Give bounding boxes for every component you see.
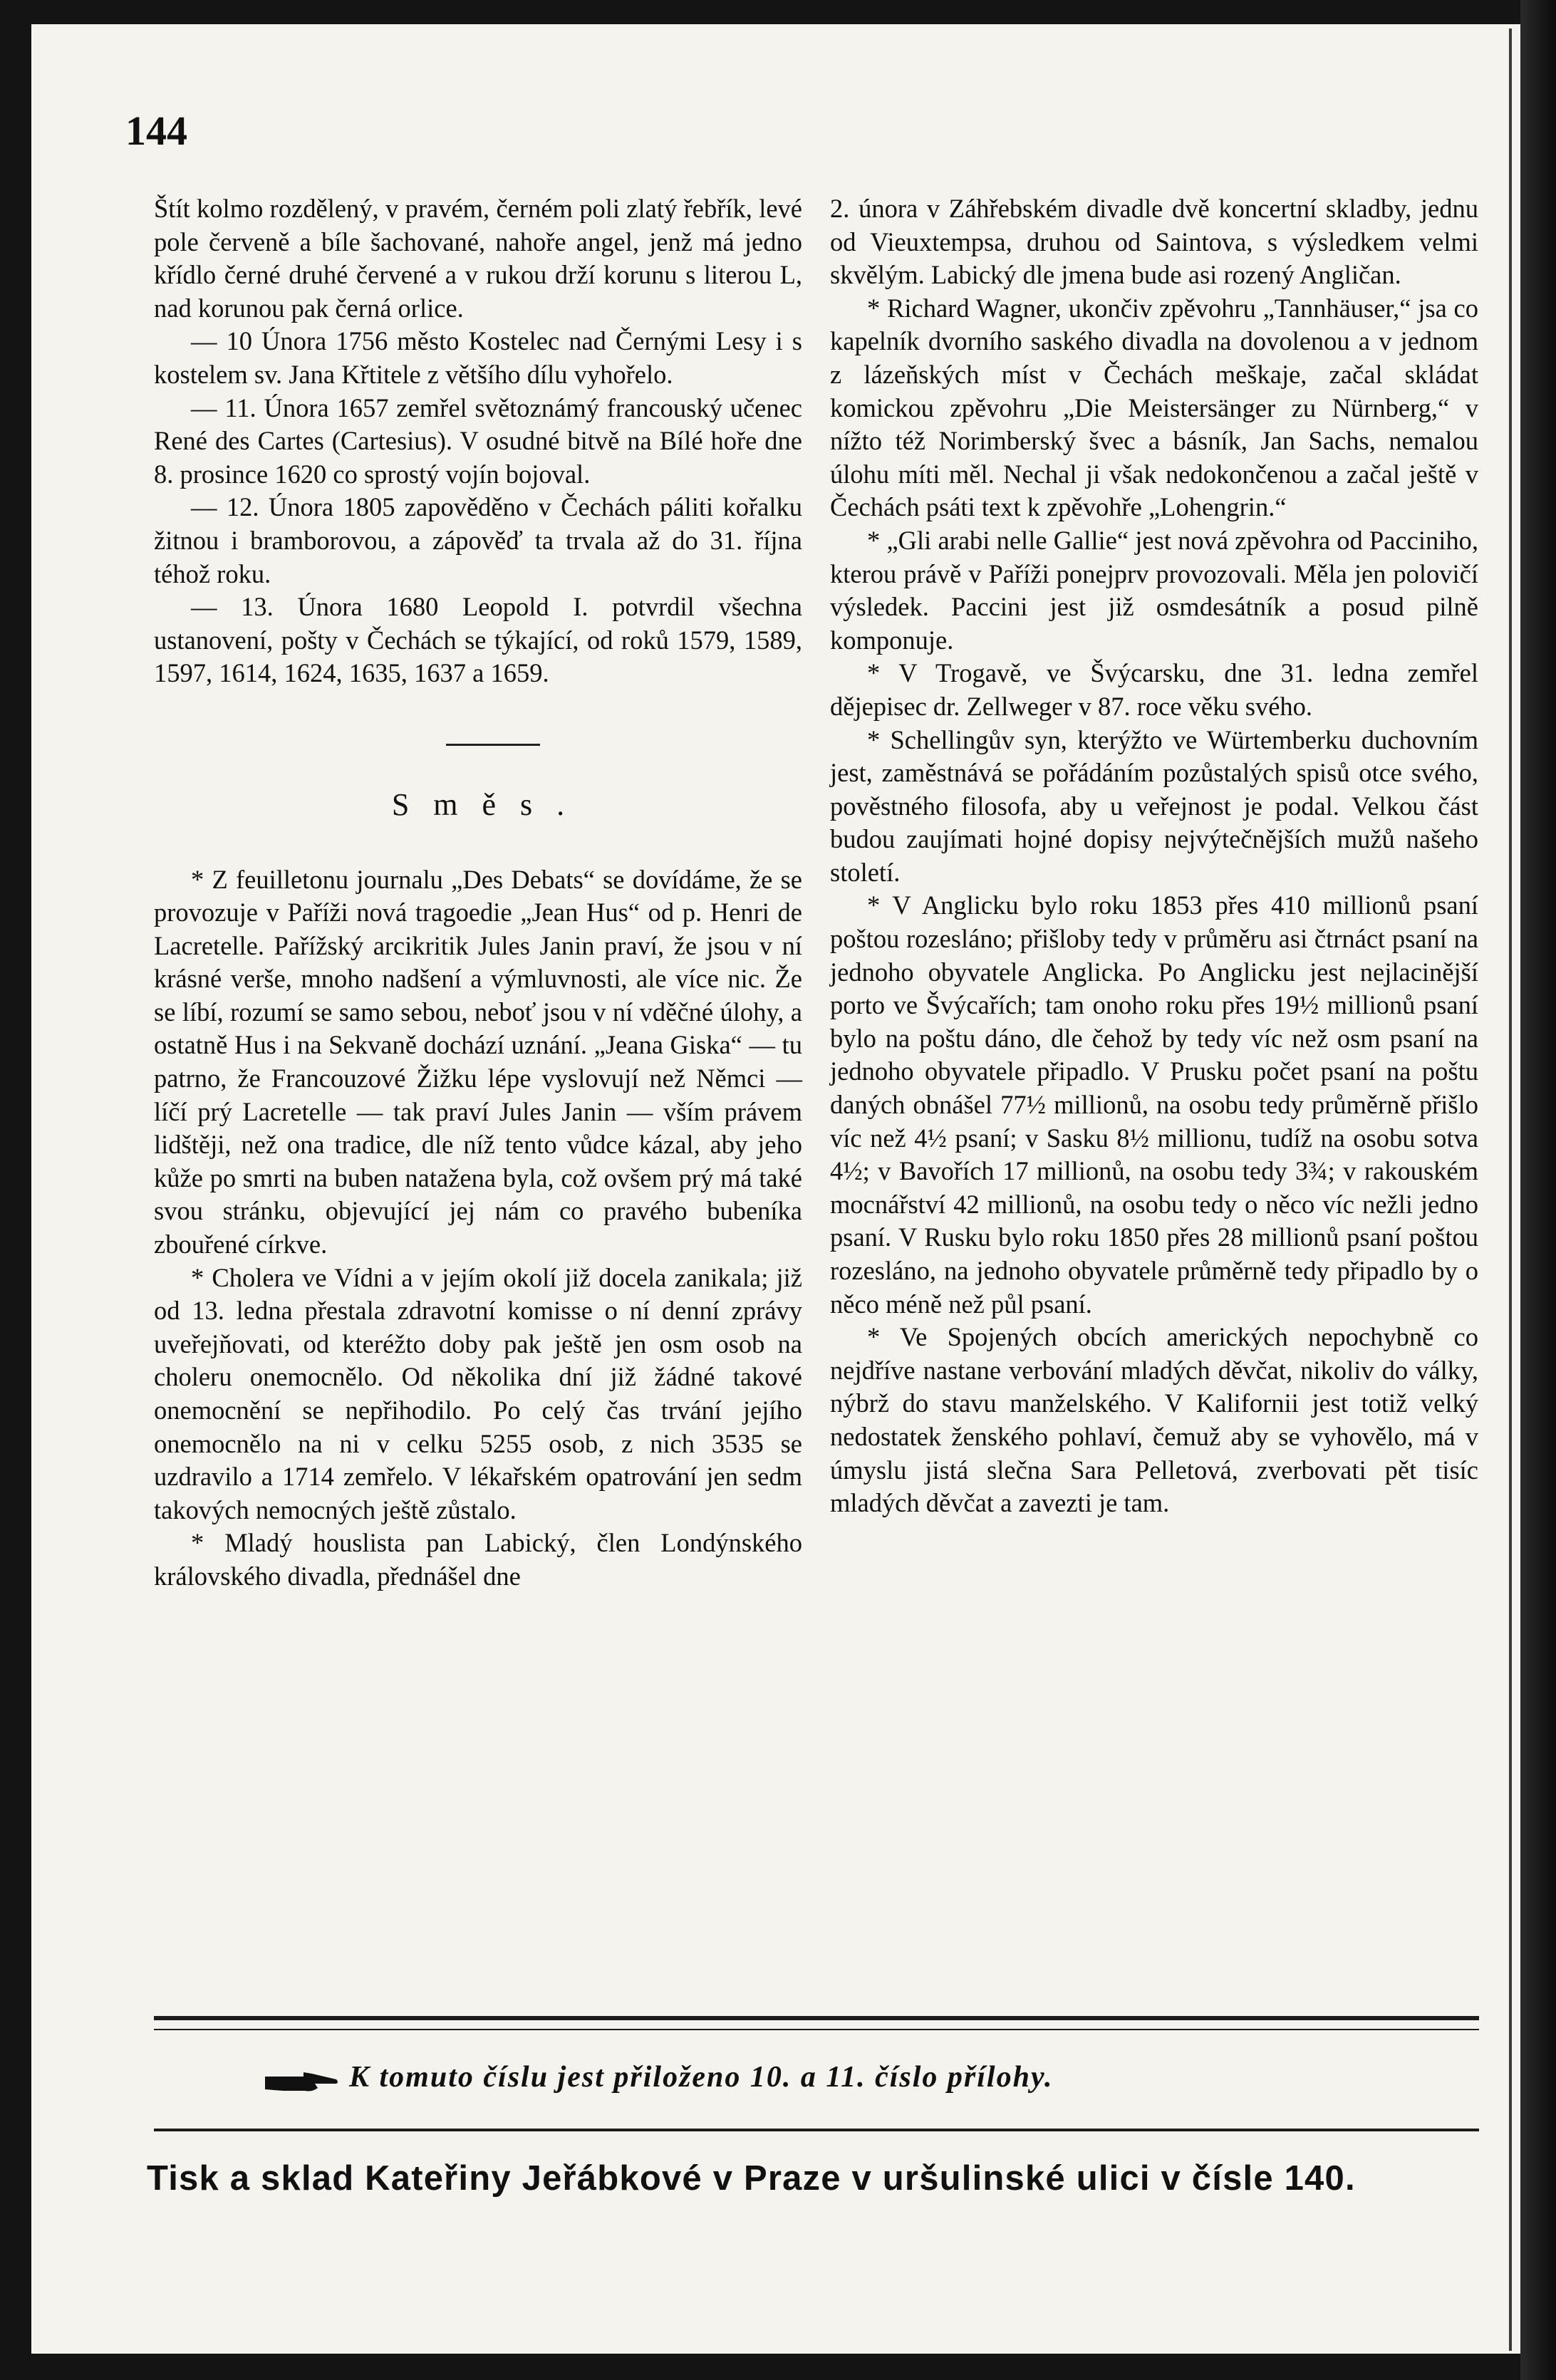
- calendar-entry-11: — 11. Února 1657 zemřel světoznámý francouský učenec René des Cartes (Cartesius). V osudné bitvě na Bílé hoře dne 8. prosince 1620 co sprostý vojín bojoval.: [154, 393, 802, 489]
- news-item-debats: * Z feuilletonu journalu „Des Debats“ se dovídáme, že se provozuje v Paříži nová tragoedie „Jean Hus“ od p. Henri de Lacretelle. Pařížský arcikritik Jules Janin praví, že jsou v ní krásné verše, mnoho nadšení a výmluvnosti, ale více nic. Že se líbí, rozumí se samo sebou, neboť jsou v ní vděčné úlohy, a ostatně Hus i na Sekvaně dochází uznání. „Jeana Giska“ — tu patrno, že Francouzové Žižku lépe vyslovují než Němci — líčí prý Lacretelle — tak praví Jules Janin — vším právem lidštěji, než ona tradice, dle níž tento vůdce kázal, aby jeho kůže po smrti na buben natažena byla, což ovšem prý má také svou stránku, objevující jej nám co pravého bubeníka zbouřené církve.: [154, 864, 802, 1259]
- calendar-entry-10: — 10 Února 1756 město Kostelec nad Černými Lesy i s kostelem sv. Jana Křtitele z většího dílu vyhořelo.: [154, 326, 802, 389]
- scan-border: [1520, 0, 1556, 2380]
- news-item-paccini: * „Gli arabi nelle Gallie“ jest nová zpěvohra od Pacciniho, kterou právě v Paříži ponejprv provozovali. Měla jen polovičí výsledek. Paccini jest již osmdesátník a posud pilně komponuje.: [830, 525, 1478, 655]
- section-heading: Směs.: [391, 786, 589, 822]
- news-item-labicky: * Mladý houslista pan Labický, člen Londýnského královského divadla, přednášel dne: [154, 1528, 802, 1591]
- news-item-cholera: * Cholera ve Vídni a v jejím okolí již docela zanikala; již od 13. ledna přestala zdravotní komisse o ní denní zprávy uveřejňovati, od kteréžto doby pak ještě jen osm osob na choleru onemocnělo. Od několika dní již žádné takové onemocnění se nepřihodilo. Po celý čas trvání jejího onemocnělo na ni v celku 5255 osob, z nich 3535 se uzdravilo a 1714 zemřelo. V lékařském opatrování jen sedm takových nemocných ještě zůstalo.: [154, 1262, 802, 1524]
- news-item-wagner: * Richard Wagner, ukončiv zpěvohru „Tannhäuser,“ jsa co kapelník dvorního saského divadla na dovolenou a v jednom z lázeňských míst v Čechách meškaje, začal skládat komickou zpěvohru „Die Meistersänger zu Nürnberg,“ v nížto též Norimberský švec a básník, Jan Sachs, nemalou úlohu míti měl. Nechal ji však nedokončenou a začal ještě v Čechách psáti text k zpěvohře „Lohengrin.“: [830, 293, 1478, 522]
- news-item-postal-statistics: * V Anglicku bylo roku 1853 přes 410 millionů psaní poštou rozesláno; přišloby tedy v průměru asi čtrnáct psaní na jednoho obyvatele Anglicka. Po Anglicku jest nejlacinější porto ve Švýcařích; tam onoho roku přes 19½ millionů psaní bylo na poštu dáno, dle čehož by tedy víc než osm psaní na jednoho obyvatele připadlo. V Prusku počet psaní na poštu daných obnášel 77½ millionů, na osobu tedy průměrně přišlo víc než 4½ psaní; v Sasku 8½ millionu, tudíž na osobu sotva 4½; v Bavořích 17 millionů, na osobu tedy 3¾; v rakouském mocnářství 42 millionů, na osobu tedy o něco víc nežli jedno psaní. V Rusku bylo roku 1850 přes 28 millionů psaní poštou rozesláno, na jednoho obyvatele průměrně tedy připadlo by o něco méně než půl psaní.: [830, 890, 1478, 1319]
- coat-of-arms-paragraph: Štít kolmo rozdělený, v pravém, černém poli zlatý řebřík, levé pole červeně a bíle šachované, nahoře angel, jenž má jedno křídlo černé druhé červené a v rukou drží korunu s literou L, nad korunou pak černá orlice.: [154, 194, 802, 323]
- footer-rule-bottom: [154, 2129, 1479, 2131]
- section-divider: [446, 744, 540, 746]
- left-column: [154, 192, 802, 1594]
- footer-rule-thick: [154, 2016, 1479, 2020]
- calendar-entry-13: — 13. Února 1680 Leopold I. potvrdil všechna ustanovení, pošty v Čechách se týkající, od roků 1579, 1589, 1597, 1614, 1624, 1635, 1637 a 1659.: [154, 592, 802, 688]
- news-item-schelling: * Schellingův syn, kterýžto ve Würtemberku duchovním jest, zaměstnává se pořádáním pozůstalých spisů otce svého, pověstného filosofa, aby u veřejnost je podal. Velkou část budou zaujímati hojné dopisy nejvýtečnějších mužů našeho století.: [830, 724, 1478, 887]
- news-item-labicky-continued: 2. února v Záhřebském divadle dvě koncertní skladby, jednu od Vieuxtempsa, druhou od Saintova, s výsledkem velmi skvělým. Labický dle jmena bude asi rozený Angličan.: [830, 194, 1478, 290]
- pointing-hand-icon: [262, 2069, 341, 2095]
- news-item-zellweger: * V Trogavě, ve Švýcarsku, dne 31. ledna zemřel dějepisec dr. Zellweger v 87. roce věku svého.: [830, 658, 1478, 721]
- footer-rule-thin: [154, 2029, 1479, 2030]
- binding-edge: [1509, 28, 1512, 2351]
- printer-imprint: Tisk a sklad Kateřiny Jeřábkové v Praze v uršulinské ulici v čísle 140.: [147, 2159, 1356, 2198]
- page-number: 144: [125, 108, 187, 154]
- calendar-entry-12: — 12. Února 1805 zapověděno v Čechách páliti kořalku žitnou i bramborovou, a zápověď ta trvala až do 31. října téhož roku.: [154, 492, 802, 588]
- right-column: [830, 192, 1478, 1520]
- news-item-california: * Ve Spojených obcích amerických nepochybně co nejdříve nastane verbování mladých děvčat, nikoliv do války, nýbrž do stavu manželského. V Kalifornii jest totiž velký nedostatek ženského pohlaví, čemuž aby se vyhovělo, má v úmyslu jistá slečna Sara Pelletová, zverbovati pět tisíc mladých děvčat a zavezti je tam.: [830, 1322, 1478, 1518]
- supplement-notice: K tomuto číslu jest přiloženo 10. a 11. číslo přílohy.: [349, 2061, 1054, 2094]
